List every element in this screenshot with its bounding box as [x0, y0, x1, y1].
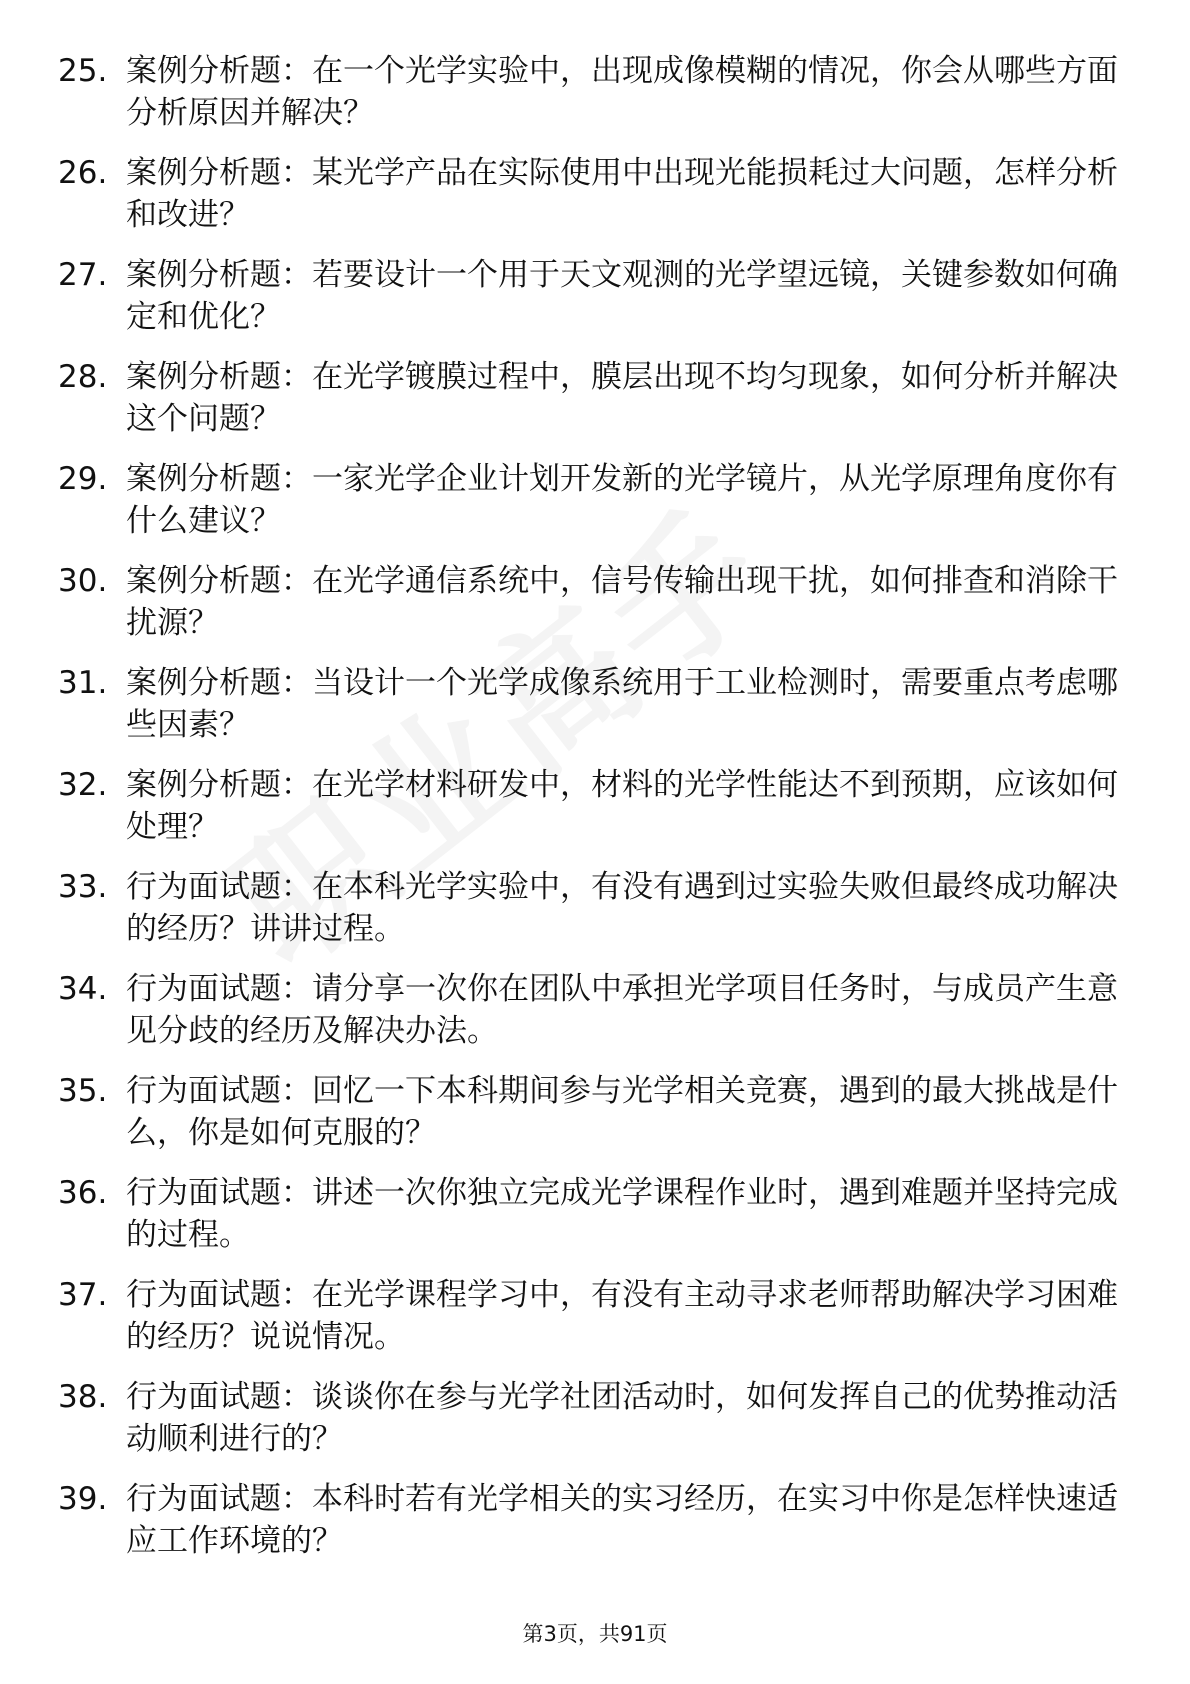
question-number: 38. [58, 1379, 108, 1415]
page-footer [0, 1621, 1190, 1647]
page-number-label: 第3页，共91页 [522, 1622, 668, 1646]
question-list [58, 50, 1118, 1562]
question-item [58, 968, 1118, 1052]
question-number: 37. [58, 1277, 108, 1313]
question-text: 行为面试题：讲述一次你独立完成光学课程作业时，遇到难题并坚持完成的过程。 [126, 1175, 1118, 1253]
question-text: 案例分析题：若要设计一个用于天文观测的光学望远镜，关键参数如何确定和优化？ [126, 257, 1118, 335]
question-number: 35. [58, 1073, 108, 1109]
question-number: 28. [58, 359, 108, 395]
question-text: 案例分析题：在光学通信系统中，信号传输出现干扰，如何排查和消除干扰源？ [126, 563, 1118, 641]
question-number: 32. [58, 767, 108, 803]
question-item [58, 1376, 1118, 1460]
question-number: 39. [58, 1481, 108, 1517]
question-number: 25. [58, 53, 108, 89]
question-text: 案例分析题：在一个光学实验中，出现成像模糊的情况，你会从哪些方面分析原因并解决？ [126, 53, 1118, 131]
question-number: 30. [58, 563, 108, 599]
question-item [58, 254, 1118, 338]
question-item [58, 662, 1118, 746]
question-item [58, 152, 1118, 236]
question-item [58, 1478, 1118, 1562]
question-number: 33. [58, 869, 108, 905]
question-text: 案例分析题：当设计一个光学成像系统用于工业检测时，需要重点考虑哪些因素？ [126, 665, 1118, 743]
question-text: 行为面试题：请分享一次你在团队中承担光学项目任务时，与成员产生意见分歧的经历及解决办法。 [126, 971, 1118, 1049]
question-text: 案例分析题：在光学镀膜过程中，膜层出现不均匀现象，如何分析并解决这个问题？ [126, 359, 1118, 437]
question-item [58, 764, 1118, 848]
question-item [58, 1274, 1118, 1358]
question-item [58, 356, 1118, 440]
question-text: 行为面试题：本科时若有光学相关的实习经历，在实习中你是怎样快速适应工作环境的？ [126, 1481, 1118, 1559]
question-text: 行为面试题：谈谈你在参与光学社团活动时，如何发挥自己的优势推动活动顺利进行的？ [126, 1379, 1118, 1457]
question-item [58, 866, 1118, 950]
question-number: 31. [58, 665, 108, 701]
question-number: 36. [58, 1175, 108, 1211]
question-text: 案例分析题：某光学产品在实际使用中出现光能损耗过大问题，怎样分析和改进？ [126, 155, 1118, 233]
question-item [58, 1070, 1118, 1154]
question-text: 行为面试题：回忆一下本科期间参与光学相关竞赛，遇到的最大挑战是什么，你是如何克服的？ [126, 1073, 1118, 1151]
question-number: 26. [58, 155, 108, 191]
question-text: 案例分析题：一家光学企业计划开发新的光学镜片，从光学原理角度你有什么建议？ [126, 461, 1118, 539]
question-number: 29. [58, 461, 108, 497]
question-item [58, 458, 1118, 542]
question-item [58, 50, 1118, 134]
question-text: 行为面试题：在光学课程学习中，有没有主动寻求老师帮助解决学习困难的经历？说说情况。 [126, 1277, 1118, 1355]
question-item [58, 560, 1118, 644]
question-text: 行为面试题：在本科光学实验中，有没有遇到过实验失败但最终成功解决的经历？讲讲过程。 [126, 869, 1118, 947]
question-item [58, 1172, 1118, 1256]
question-text: 案例分析题：在光学材料研发中，材料的光学性能达不到预期，应该如何处理？ [126, 767, 1118, 845]
question-number: 27. [58, 257, 108, 293]
question-number: 34. [58, 971, 108, 1007]
